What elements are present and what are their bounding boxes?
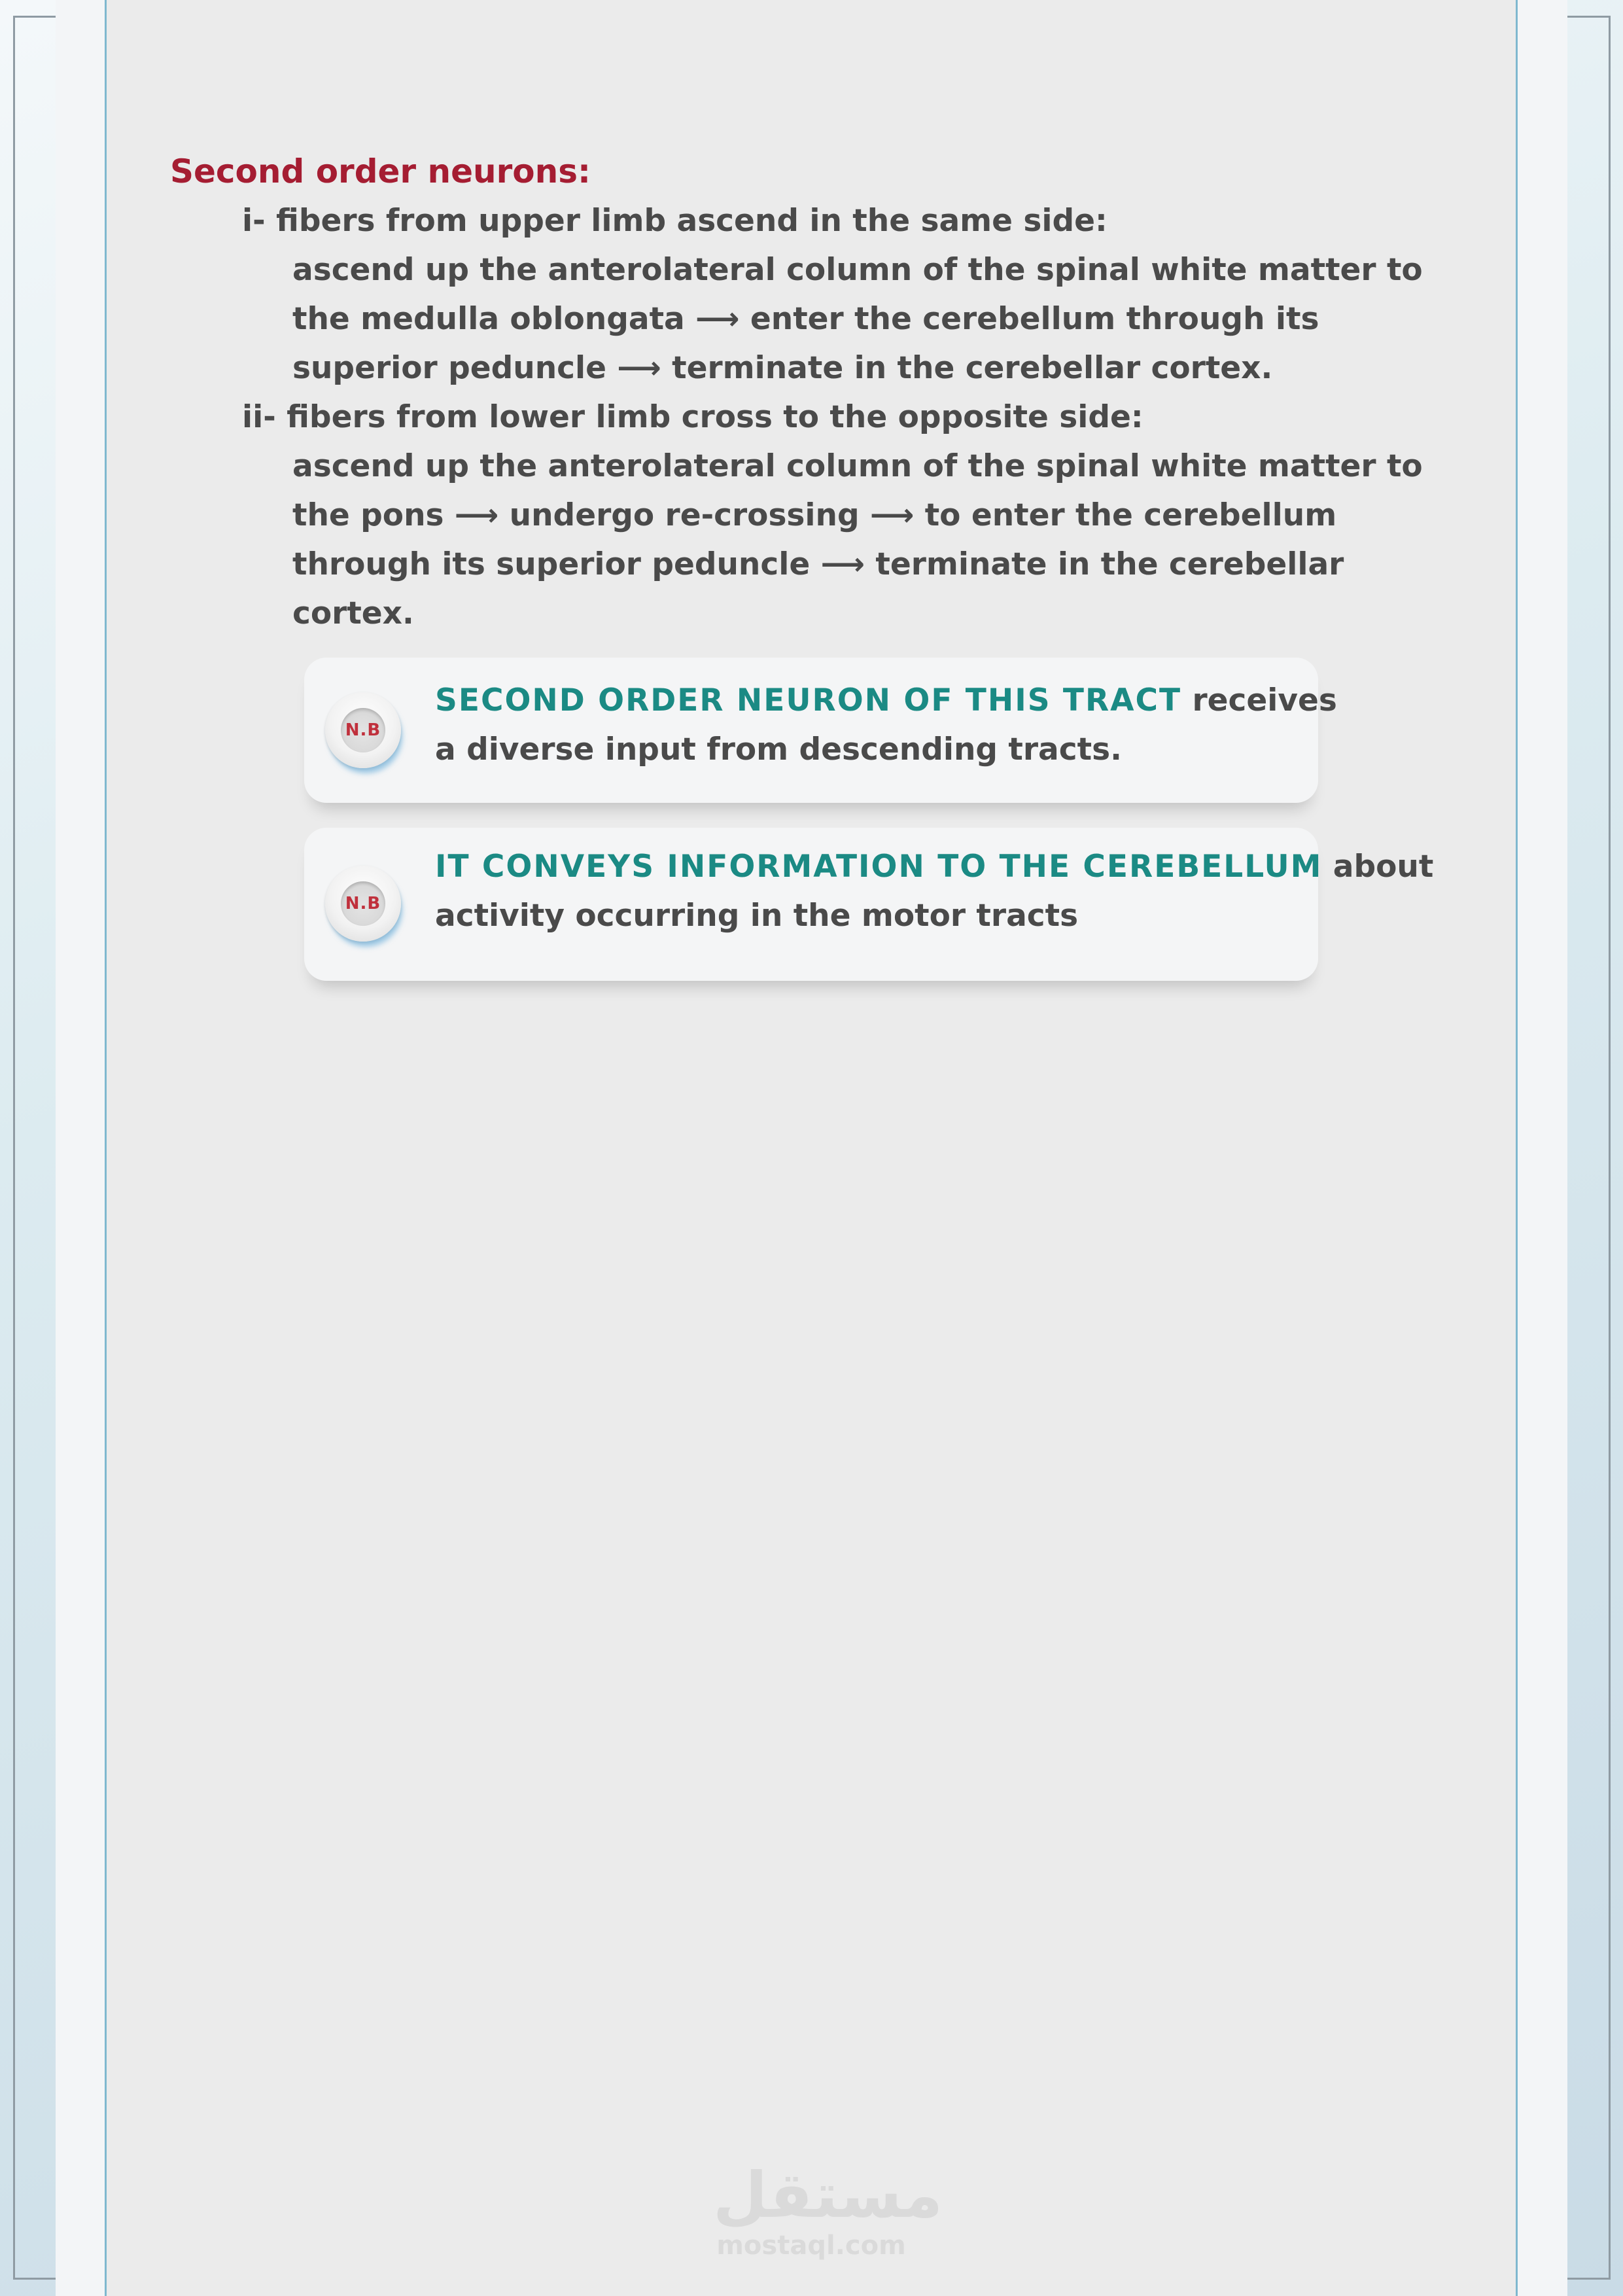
note-2-line-1-rest: about [1322,849,1434,885]
item-1-line-1: ascend up the anterolateral column of the spinal white matter to [292,252,1423,288]
note-1-highlight: SECOND ORDER NEURON OF THIS TRACT [435,682,1182,718]
section-heading: Second order neurons: [170,152,591,190]
nb-badge-label: N.B [341,881,385,926]
item-2-line-2: the pons ⟶ undergo re-crossing ⟶ to enter the cerebellum [292,497,1337,533]
watermark-logo [713,2159,943,2261]
note-box-2 [304,828,1434,981]
nb-badge-icon [325,692,401,768]
watermark-latin: mostaql.com [716,2231,906,2261]
item-2-line-1: ascend up the anterolateral column of the spinal white matter to [292,448,1423,484]
note-1-line-1-rest: receives [1181,682,1337,718]
item-2-line-3: through its superior peduncle ⟶ terminate in the cerebellar [292,546,1344,582]
note-2-line-2: activity occurring in the motor tracts [435,898,1079,934]
note-2-highlight: IT CONVEYS INFORMATION TO THE CEREBELLUM [435,849,1323,885]
item-2-title: ii- fibers from lower limb cross to the opposite side: [242,399,1143,435]
note-2-line-1 [435,842,1433,891]
item-1-line-2: the medulla oblongata ⟶ enter the cerebellum through its [292,301,1319,337]
note-box-1 [304,658,1337,803]
note-1-line-2: a diverse input from descending tracts. [435,732,1122,768]
note-1-line-1 [435,676,1337,725]
item-1-line-3: superior peduncle ⟶ terminate in the cerebellar cortex. [292,350,1273,386]
nb-badge-icon [325,866,401,942]
item-1-title: i- fibers from upper limb ascend in the same side: [242,203,1108,239]
item-2-line-4: cortex. [292,595,414,631]
watermark-arabic: مستقل [713,2159,943,2232]
nb-badge-label: N.B [341,708,385,752]
